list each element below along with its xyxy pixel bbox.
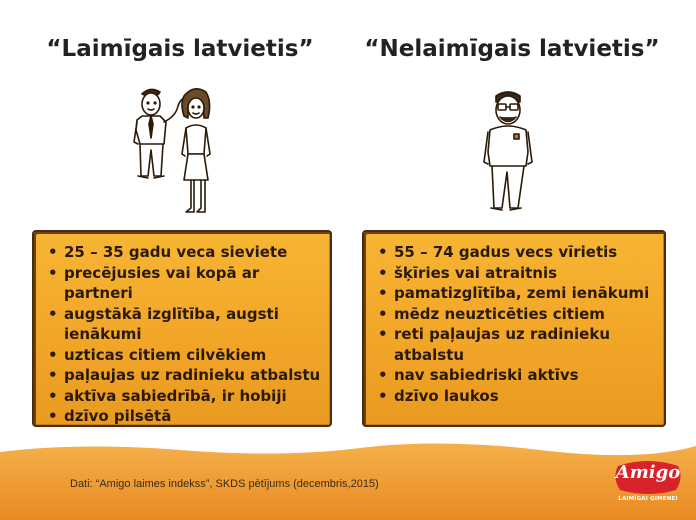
- unhappy-latvian-title: “Nelaimīgais latvietis”: [364, 36, 660, 62]
- amigo-logo: [612, 458, 684, 510]
- list-item: • 25 – 35 gadu veca sieviete: [48, 242, 322, 263]
- list-item: • dzīvo laukos: [378, 386, 656, 407]
- list-item: • šķīries vai atraitnis: [378, 263, 656, 284]
- list-item: • pamatizglītība, zemi ienākumi: [378, 283, 656, 304]
- list-item: • aktīva sabiedrībā, ir hobiji: [48, 386, 322, 407]
- list-item: • 55 – 74 gadus vecs vīrietis: [378, 242, 656, 263]
- list-item: • dzīvo pilsētā: [48, 406, 322, 427]
- happy-traits-list: [34, 232, 330, 427]
- list-item: • reti paļaujas uz radinieku atbalstu: [378, 324, 656, 365]
- list-item: • mēdz neuzticēties citiem: [378, 304, 656, 325]
- happy-traits-panel: [32, 230, 332, 427]
- happy-latvian-title: “Laimīgais latvietis”: [46, 36, 314, 62]
- logo-tagline: LAIMĪGAI ĢIMENEI: [618, 496, 678, 502]
- list-item: • augstākā izglītība, augsti ienākumi: [48, 304, 322, 345]
- happy-couple-illustration: [128, 84, 232, 220]
- list-item: • precējusies vai kopā ar partneri: [48, 263, 322, 304]
- unhappy-man-illustration: [478, 86, 540, 218]
- list-item: • uzticas citiem cilvēkiem: [48, 345, 322, 366]
- unhappy-traits-list: [364, 232, 664, 406]
- unhappy-traits-panel: [362, 230, 666, 427]
- data-source-note: Dati: “Amigo laimes indekss”, SKDS pētījums (decembris,2015): [70, 478, 379, 490]
- list-item: • nav sabiedriski aktīvs: [378, 365, 656, 386]
- list-item: • paļaujas uz radinieku atbalstu: [48, 365, 322, 386]
- logo-wordmark: Amigo: [615, 462, 681, 483]
